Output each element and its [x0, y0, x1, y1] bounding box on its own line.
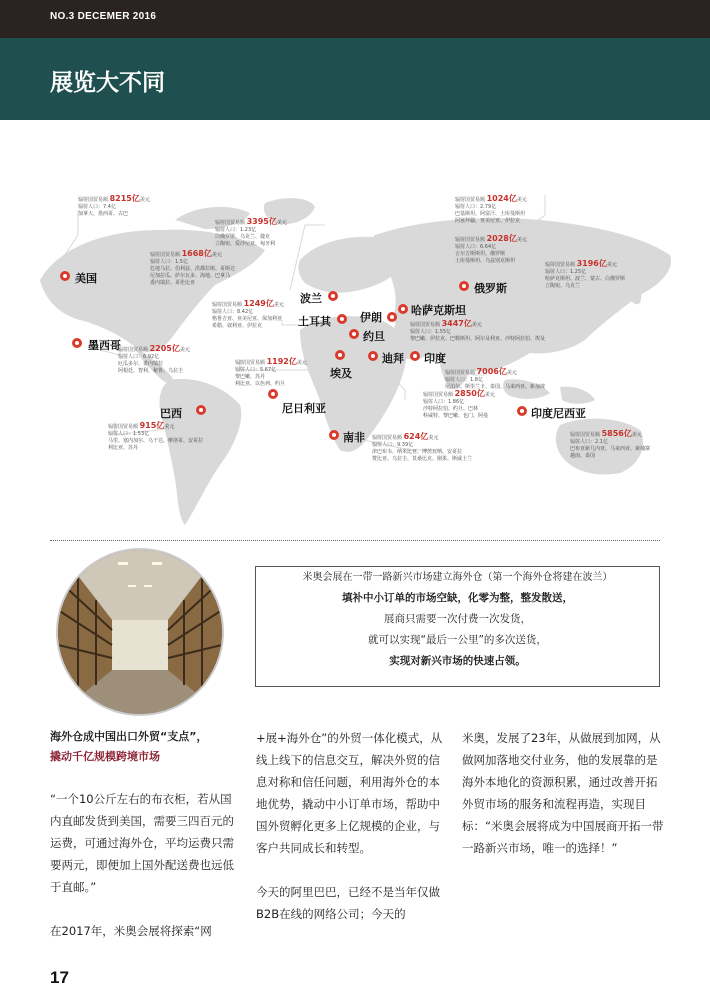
- pin-icon: [59, 270, 71, 282]
- divider: [50, 540, 660, 541]
- stat-box: 辐射国贸易额 3196亿美元 辐射人口：1.25亿 哈萨克斯坦、波兰、蒙古、白俄罗斯 立陶宛、乌克兰: [545, 259, 626, 289]
- page-number: 17: [50, 968, 69, 987]
- city-label-indonesia: 印度尼西亚: [531, 407, 586, 420]
- city-label-iran: 伊朗: [360, 311, 382, 324]
- city-label-jordan: 约旦: [363, 330, 385, 343]
- quote-line: 米奥会展在一带一路新兴市场建立海外仓（第一个海外仓将建在波兰）: [302, 572, 613, 583]
- paragraph: 今天的阿里巴巴，已经不是当年仅做B2B在线的网络公司；今天的: [256, 885, 440, 921]
- stat-box: 辐射国贸易额 915亿美元 辐射人口：1.53亿 马里、塞内加尔、乌干达、摩洛哥、安哥拉 利比亚、苏丹: [108, 421, 204, 451]
- city-label-russia: 俄罗斯: [474, 282, 507, 295]
- stat-box: 辐射国贸易额 1192亿美元 辐射人口：5.67亿 黎巴嫩、苏丹 利比亚、以色列、约旦: [235, 357, 307, 387]
- pin-icon: [195, 404, 207, 416]
- article-column-2: [256, 727, 446, 925]
- pin-icon: [367, 350, 379, 362]
- top-bar: [0, 0, 710, 38]
- pin-icon: [409, 350, 421, 362]
- paragraph: +展+海外仓”的外贸一体化模式，从线上线下的信息交互，解决外贸的信息对称和信任问题，利用海外仓的本地优势，撬动中小订单市场，帮助中国外贸孵化更多上亿规模的企业，与客户共同成长和转型。: [256, 731, 443, 855]
- page-title: 展览大不同: [50, 70, 165, 96]
- city-label-poland: 波兰: [300, 292, 322, 305]
- title-bar: [0, 38, 710, 120]
- stat-box: 辐射国贸易额 2850亿美元 辐射人口：1.86亿 沙特阿拉伯、约旦、巴林 科威特、黎巴嫩、也门、阿曼: [423, 389, 495, 419]
- pin-icon: [348, 328, 360, 340]
- quote-line: 就可以实现“最后一公里”的多次送货，: [368, 634, 547, 646]
- stat-box: 辐射国贸易额 8215亿美元 辐射人口：7.4亿 加拿大、墨西哥、古巴: [78, 194, 150, 217]
- pin-icon: [397, 303, 409, 315]
- stat-box: 辐射国贸易额 3395亿美元 辐射人口：1.23亿 白俄罗斯、乌克兰、捷克 立陶宛、爱沙尼亚、匈牙利: [215, 217, 287, 247]
- stat-box: 辐射国贸易额 3447亿美元 辐射人口：1.55亿 黎巴嫩、伊拉克、巴勒斯坦、阿尔及利亚、沙特阿拉伯、埃及: [410, 319, 546, 342]
- pin-icon: [267, 388, 279, 400]
- quote-line: 展商只需要一次付费一次发货，: [384, 613, 531, 625]
- quote-line: 填补中小订单的市场空缺，化零为整，整发散送，: [342, 592, 573, 604]
- paragraph: “一个10公斤左右的布衣柜，若从国内直邮发货到美国，需要三四百元的运费，可通过海外仓，平均运费只需要两元，即便加上国外配送费也远低于直邮。”: [50, 792, 234, 894]
- quote-line: 实现对新兴市场的快速占领。: [389, 655, 526, 667]
- city-label-india: 印度: [424, 352, 446, 365]
- stat-box: 辐射国贸易额 624亿美元 辐射人口：9.39亿 津巴布韦、纳米比亚、博茨瓦纳、安哥拉 赞比亚、乌拉圭、莫桑比克、刚果、斯威士兰: [372, 432, 473, 462]
- stat-box: 辐射国贸易额 1024亿美元 辐射人口：2.79亿 巴基斯坦、阿富汗、土库曼斯坦 阿塞拜疆、亚美尼亚、伊拉克: [455, 194, 527, 224]
- stat-box: 辐射国贸易额 7006亿美元 辐射人口：1.8亿 尼泊尔、斯里兰卡、泰国、马来西亚、新加坡: [445, 367, 546, 390]
- city-label-mexico: 墨西哥: [88, 339, 121, 352]
- city-label-egypt: 埃及: [330, 367, 352, 380]
- paragraph: 米奥，发展了23年，从做展到加网，从做网加落地交付业务，他的发展靠的是海外本地化的资源积累，通过改善开拓外贸市场的服务和流程再造，实现目标：“米奥会展将成为中国展商开拓一带一路新兴市场，唯一的选择！”: [462, 731, 664, 855]
- article-column-1: [50, 727, 240, 942]
- city-label-usa: 美国: [75, 272, 97, 285]
- pin-icon: [458, 280, 470, 292]
- city-label-nigeria: 尼日利亚: [282, 402, 326, 415]
- quote-box: [255, 566, 660, 687]
- warehouse-photo: [56, 548, 224, 716]
- city-label-turkey: 土耳其: [298, 315, 331, 328]
- article-heading: 海外仓成中国出口外贸“支点”，: [50, 730, 208, 743]
- city-label-brazil: 巴西: [160, 407, 182, 420]
- pin-icon: [328, 429, 340, 441]
- world-map: [0, 125, 710, 530]
- city-label-dubai: 迪拜: [382, 352, 404, 365]
- city-label-south-africa: 南非: [343, 431, 365, 444]
- pin-icon: [334, 349, 346, 361]
- city-label-kazakhstan: 哈萨克斯坦: [411, 304, 466, 317]
- pin-icon: [71, 337, 83, 349]
- pin-icon: [336, 313, 348, 325]
- stat-box: 辐射国贸易额 2205亿美元 辐射人口：6.92亿 厄瓜多尔、委内瑞拉 阿根廷、智利、秘鲁、乌拉圭: [118, 344, 190, 374]
- stat-box: 辐射国贸易额 1668亿美元 辐射人口：1.5亿 危地马拉、伯利兹、洪都拉斯、哥斯达 尼加拉瓜、萨尔瓦多、海地、巴拿马 委内瑞拉、哥伦比亚: [150, 249, 236, 286]
- article-column-3: [462, 727, 667, 859]
- stat-box: 辐射国贸易额 1249亿美元 辐射人口：8.42亿 格鲁吉亚、亚美尼亚、保加利亚 希腊、叙利亚、伊拉克: [212, 299, 284, 329]
- pin-icon: [327, 290, 339, 302]
- stat-box: 辐射国贸易额 2028亿美元 辐射人口：6.64亿 吉尔吉斯斯坦、俄罗斯 土库曼斯坦、乌兹别克斯坦: [455, 234, 527, 264]
- pin-icon: [516, 405, 528, 417]
- stat-box: 辐射国贸易额 5856亿美元 辐射人口：2.1亿 巴布亚新几内亚、马来西亚、柬埔寨 越南、泰国: [570, 429, 651, 459]
- issue-label: NO.3 DECEMER 2016: [50, 11, 157, 22]
- paragraph: 在2017年，米奥会展将探索“网: [50, 924, 212, 938]
- article-subheading: 撬动千亿规模跨境市场: [50, 750, 160, 763]
